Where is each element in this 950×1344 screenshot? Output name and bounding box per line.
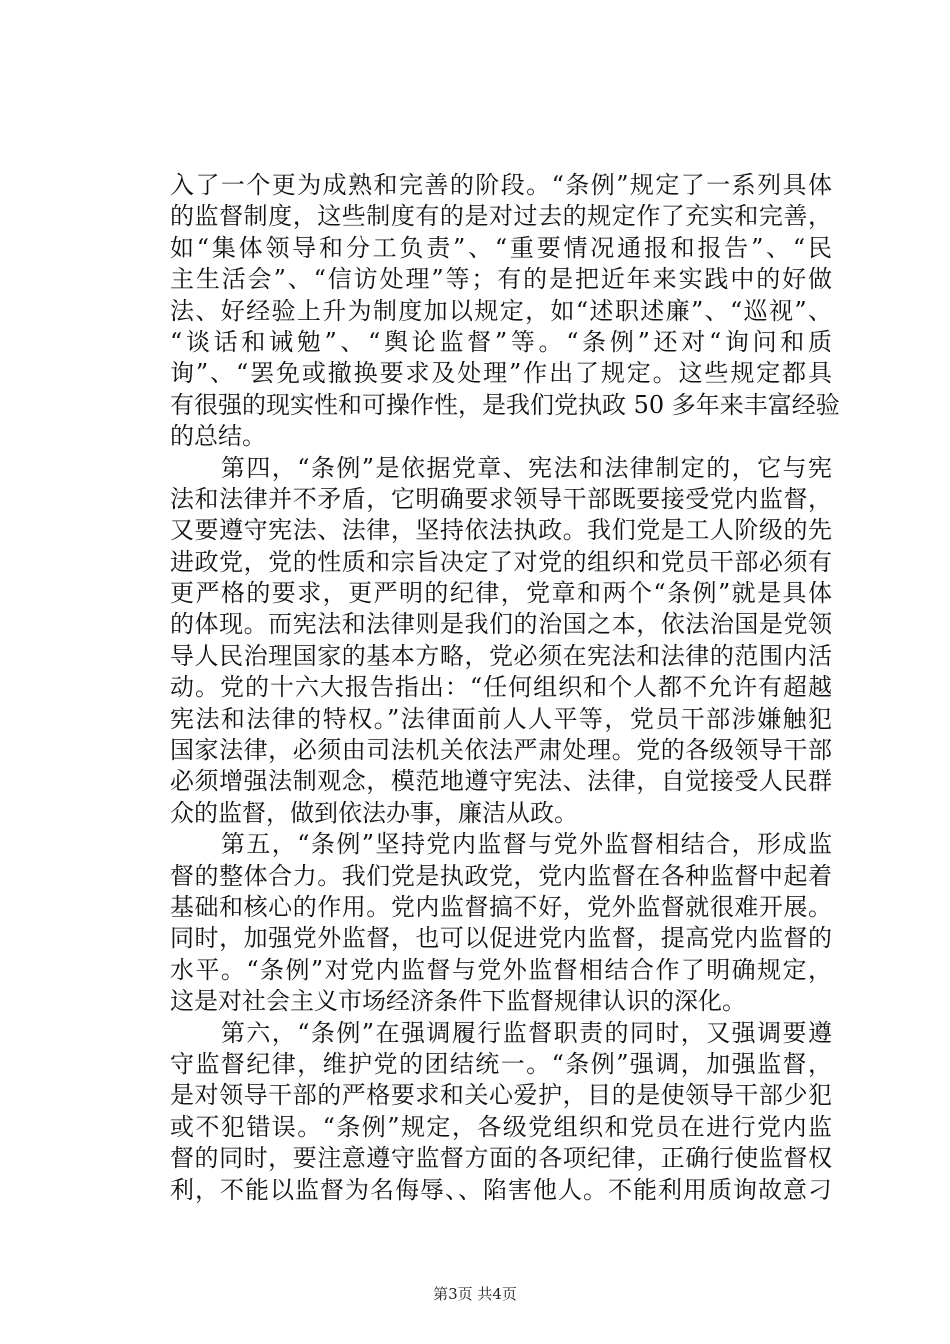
- text-line: 第四，“条例”是依据党章、宪法和法律制定的，它与宪: [170, 453, 832, 482]
- body-text: [170, 170, 840, 1206]
- text-line: 的体现。而宪法和法律则是我们的治国之本，依法治国是党领: [170, 610, 832, 639]
- text-line: 同时，加强党外监督，也可以促进党内监督，提高党内监督的: [170, 924, 832, 953]
- text-line: 这是对社会主义市场经济条件下监督规律认识的深化。: [170, 987, 746, 1016]
- text-line: 如“集体领导和分工负责”、“重要情况通报和报告”、“民: [170, 233, 832, 262]
- text-line: 众的监督，做到依法办事，廉洁从政。: [170, 798, 578, 827]
- page-footer: 第3页 共4页: [433, 1285, 517, 1303]
- text-line: 法和法律并不矛盾，它明确要求领导干部既要接受党内监督，: [170, 484, 832, 513]
- text-line: 水平。“条例”对党内监督与党外监督相结合作了明确规定，: [170, 955, 832, 984]
- text-line: 入了一个更为成熟和完善的阶段。“条例”规定了一系列具体: [170, 171, 832, 199]
- text-line: 更严格的要求，更严明的纪律，党章和两个“条例”就是具体: [170, 579, 832, 608]
- text-line: 进政党，党的性质和宗旨决定了对党的组织和党员干部必须有: [170, 547, 832, 576]
- text-line: 导人民治理国家的基本方略，党必须在宪法和法律的范围内活: [170, 641, 832, 670]
- text-line: 第五，“条例”坚持党内监督与党外监督相结合，形成监: [170, 830, 832, 859]
- text-line: 督的同时，要注意遵守监督方面的各项纪律，正确行使监督权: [170, 1144, 832, 1173]
- text-line: 的监督制度，这些制度有的是对过去的规定作了充实和完善，: [170, 202, 832, 231]
- text-line: 或不犯错误。“条例”规定，各级党组织和党员在进行党内监: [170, 1112, 832, 1141]
- text-line: 国家法律，必须由司法机关依法严肃处理。党的各级领导干部: [170, 736, 832, 765]
- text-line: 第六，“条例”在强调履行监督职责的同时，又强调要遵: [170, 1018, 832, 1047]
- text-line: 必须增强法制观念，模范地遵守宪法、法律，自觉接受人民群: [170, 767, 832, 796]
- text-line: 询”、“罢免或撤换要求及处理”作出了规定。这些规定都具: [170, 359, 832, 388]
- text-line: 宪法和法律的特权。”法律面前人人平等，党员干部涉嫌触犯: [170, 704, 832, 733]
- text-line: 基础和核心的作用。党内监督搞不好，党外监督就很难开展。: [170, 892, 832, 921]
- text-line: 动。党的十六大报告指出：“任何组织和个人都不允许有超越: [170, 673, 832, 702]
- text-line: “谈话和诫勉”、“舆论监督”等。“条例”还对“询问和质: [170, 327, 832, 356]
- text-line: 的总结。: [170, 422, 266, 451]
- text-line: 又要遵守宪法、法律，坚持依法执政。我们党是工人阶级的先: [170, 516, 832, 545]
- text-line: 法、好经验上升为制度加以规定，如“述职述廉”、“巡视”、: [170, 296, 832, 325]
- text-line: 是对领导干部的严格要求和关心爱护，目的是使领导干部少犯: [170, 1081, 832, 1110]
- text-line: 督的整体合力。我们党是执政党，党内监督在各种监督中起着: [170, 861, 832, 890]
- text-line: 有很强的现实性和可操作性，是我们党执政 50 多年来丰富经验: [170, 390, 840, 419]
- text-line: 利，不能以监督为名侮辱、、陷害他人。不能利用质询故意刁: [170, 1175, 832, 1204]
- text-line: 守监督纪律，维护党的团结统一。“条例”强调，加强监督，: [170, 1049, 832, 1078]
- text-line: 主生活会”、“信访处理”等；有的是把近年来实践中的好做: [170, 265, 832, 294]
